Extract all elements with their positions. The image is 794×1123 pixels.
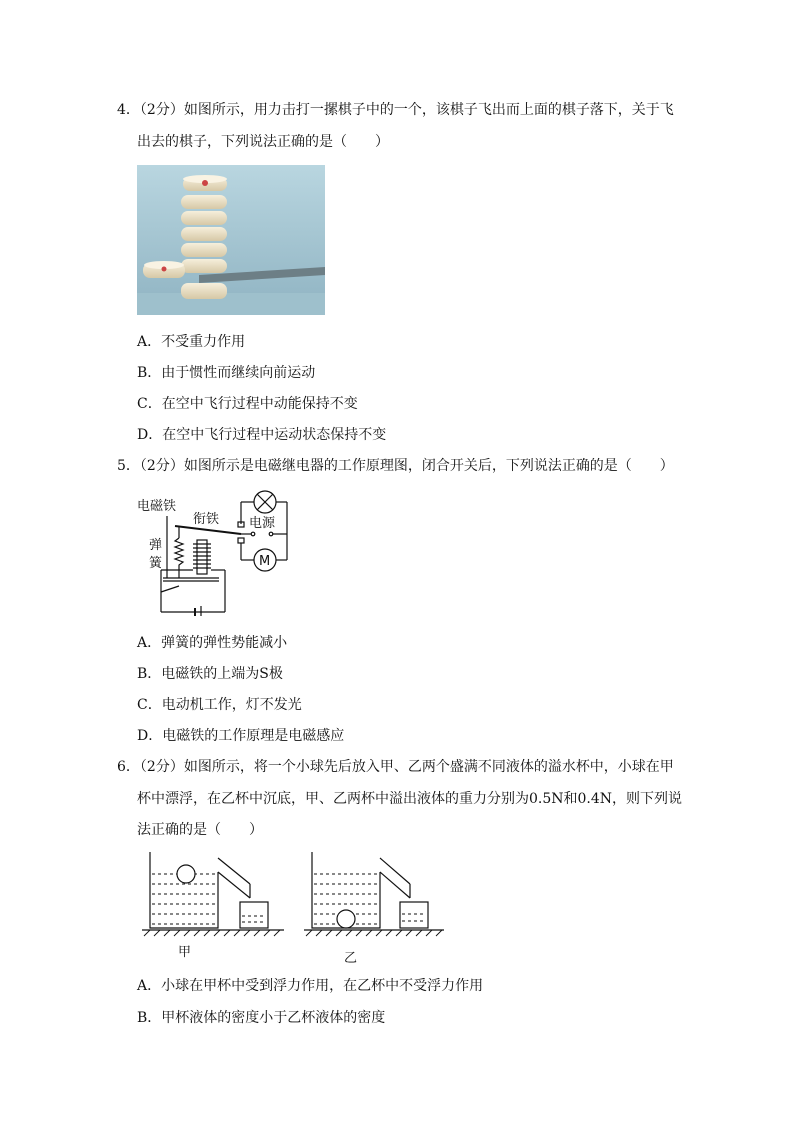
q5-option-c: C．电动机工作，灯不发光 [137,697,302,713]
cup-b [304,852,444,966]
label-spring-2: 簧 [149,556,163,571]
q6-stem-line3: 法正确的是（ ） [137,822,263,838]
label-electromagnet: 电磁铁 [137,499,177,514]
label-cup-a: 甲 [178,945,192,960]
q5-option-d: D．电磁铁的工作原理是电磁感应 [137,728,345,744]
q5-option-b: B．电磁铁的上端为S极 [137,666,283,682]
q6-option-a: A．小球在甲杯中受到浮力作用，在乙杯中不受浮力作用 [137,978,484,994]
label-power: 电源 [249,516,276,531]
q4-stem-line1: 4．（2分）如图所示，用力击打一摞棋子中的一个，该棋子飞出而上面的棋子落下，关于飞 [117,102,674,118]
label-spring-1: 弹 [149,538,163,553]
q4-figure-checkers-photo [137,165,325,315]
q6-stem-line2: 杯中漂浮，在乙杯中沉底，甲、乙两杯中溢出液体的重力分别为0.5N和0.4N，则下列说 [137,791,683,807]
q5-option-a: A．弹簧的弹性势能减小 [137,635,288,651]
q4-stem-line2: 出去的棋子，下列说法正确的是（ ） [137,134,389,150]
q4-option-a: A．不受重力作用 [137,334,246,350]
q6-stem-line1: 6．（2分）如图所示，将一个小球先后放入甲、乙两个盛满不同液体的溢水杯中，小球在甲 [117,759,674,775]
label-cup-b: 乙 [344,951,358,966]
label-armature: 衔铁 [193,512,220,527]
q5-figure-relay-circuit [135,486,295,616]
q6-option-b: B．甲杯液体的密度小于乙杯液体的密度 [137,1010,386,1026]
q5-stem-line1: 5．（2分）如图所示是电磁继电器的工作原理图，闭合开关后，下列说法正确的是（ ） [117,458,674,474]
q4-option-c: C．在空中飞行过程中动能保持不变 [137,396,358,412]
cup-a [142,852,284,960]
q4-option-d: D．在空中飞行过程中运动状态保持不变 [137,427,387,443]
q6-figure-overflow-cups [138,850,448,968]
label-motor: M [259,554,271,569]
q4-option-b: B．由于惯性而继续向前运动 [137,365,316,381]
